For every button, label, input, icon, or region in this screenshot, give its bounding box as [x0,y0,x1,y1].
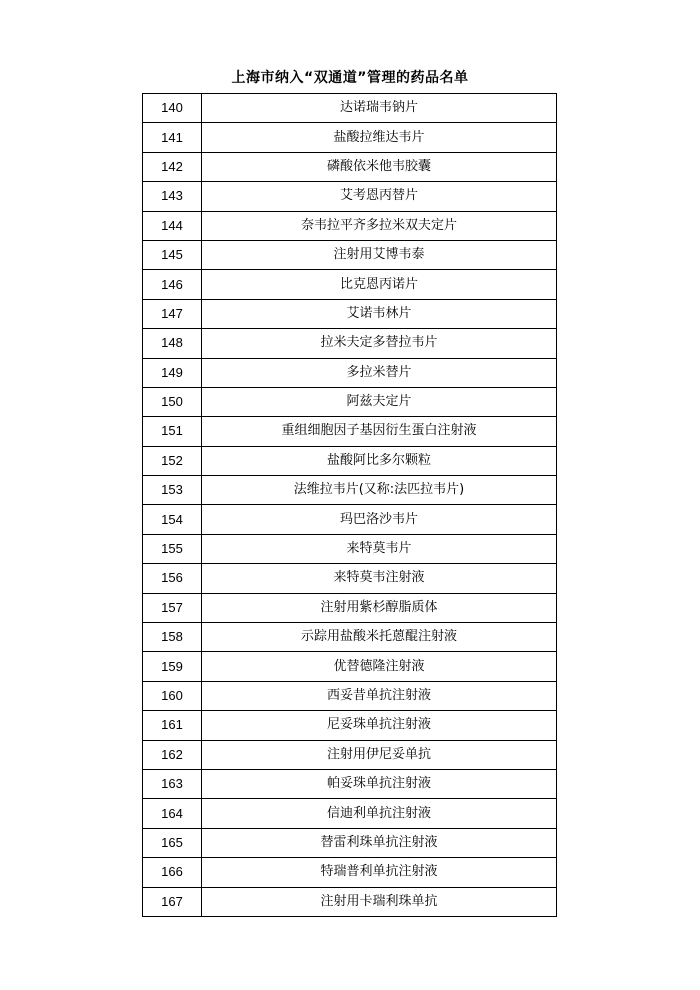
row-number: 149 [143,358,202,387]
row-number: 143 [143,182,202,211]
row-number: 153 [143,476,202,505]
drug-name: 注射用紫杉醇脂质体 [202,593,557,622]
table-row [143,681,557,710]
row-number: 141 [143,123,202,152]
drug-list-body [143,94,557,917]
drug-name: 玛巴洛沙韦片 [202,505,557,534]
table-row [143,476,557,505]
drug-name: 注射用伊尼妥单抗 [202,740,557,769]
drug-name: 注射用艾博韦泰 [202,240,557,269]
drug-name: 示踪用盐酸米托蒽醌注射液 [202,623,557,652]
row-number: 151 [143,417,202,446]
drug-name: 艾诺韦林片 [202,299,557,328]
row-number: 150 [143,387,202,416]
row-number: 167 [143,887,202,916]
row-number: 146 [143,270,202,299]
drug-name: 尼妥珠单抗注射液 [202,711,557,740]
row-number: 164 [143,799,202,828]
row-number: 161 [143,711,202,740]
drug-name: 西妥昔单抗注射液 [202,681,557,710]
table-row [143,123,557,152]
table-row [143,270,557,299]
row-number: 166 [143,858,202,887]
drug-name: 优替德隆注射液 [202,652,557,681]
drug-name: 注射用卡瑞利珠单抗 [202,887,557,916]
table-row [143,505,557,534]
row-number: 154 [143,505,202,534]
row-number: 142 [143,152,202,181]
row-number: 162 [143,740,202,769]
drug-name: 拉米夫定多替拉韦片 [202,329,557,358]
drug-name: 替雷利珠单抗注射液 [202,828,557,857]
table-row [143,740,557,769]
drug-name: 信迪利单抗注射液 [202,799,557,828]
drug-name: 艾考恩丙替片 [202,182,557,211]
drug-name: 帕妥珠单抗注射液 [202,769,557,798]
row-number: 145 [143,240,202,269]
drug-name: 重组细胞因子基因衍生蛋白注射液 [202,417,557,446]
table-row [143,387,557,416]
table-row [143,152,557,181]
table-row [143,534,557,563]
row-number: 156 [143,564,202,593]
drug-name: 多拉米替片 [202,358,557,387]
table-row [143,623,557,652]
row-number: 158 [143,623,202,652]
drug-name: 来特莫韦片 [202,534,557,563]
table-row [143,94,557,123]
table-row [143,446,557,475]
table-row [143,182,557,211]
row-number: 152 [143,446,202,475]
table-row [143,652,557,681]
drug-name: 磷酸依米他韦胶囊 [202,152,557,181]
drug-name: 比克恩丙诺片 [202,270,557,299]
table-row [143,593,557,622]
row-number: 140 [143,94,202,123]
table-row [143,329,557,358]
row-number: 144 [143,211,202,240]
table-row [143,769,557,798]
row-number: 157 [143,593,202,622]
table-row [143,828,557,857]
drug-name: 法维拉韦片(又称:法匹拉韦片) [202,476,557,505]
table-row [143,564,557,593]
row-number: 148 [143,329,202,358]
table-row [143,240,557,269]
row-number: 165 [143,828,202,857]
drug-name: 盐酸阿比多尔颗粒 [202,446,557,475]
table-row [143,799,557,828]
table-row [143,711,557,740]
row-number: 160 [143,681,202,710]
table-row [143,299,557,328]
drug-list-table [142,93,557,917]
drug-name: 达诺瑞韦钠片 [202,94,557,123]
row-number: 155 [143,534,202,563]
table-row [143,211,557,240]
row-number: 147 [143,299,202,328]
drug-name: 特瑞普利单抗注射液 [202,858,557,887]
drug-name: 盐酸拉维达韦片 [202,123,557,152]
drug-name: 奈韦拉平齐多拉米双夫定片 [202,211,557,240]
table-row [143,417,557,446]
drug-name: 来特莫韦注射液 [202,564,557,593]
table-row [143,858,557,887]
row-number: 163 [143,769,202,798]
table-row [143,887,557,916]
row-number: 159 [143,652,202,681]
table-row [143,358,557,387]
document-title: 上海市纳入“双通道”管理的药品名单 [231,70,469,86]
drug-name: 阿兹夫定片 [202,387,557,416]
